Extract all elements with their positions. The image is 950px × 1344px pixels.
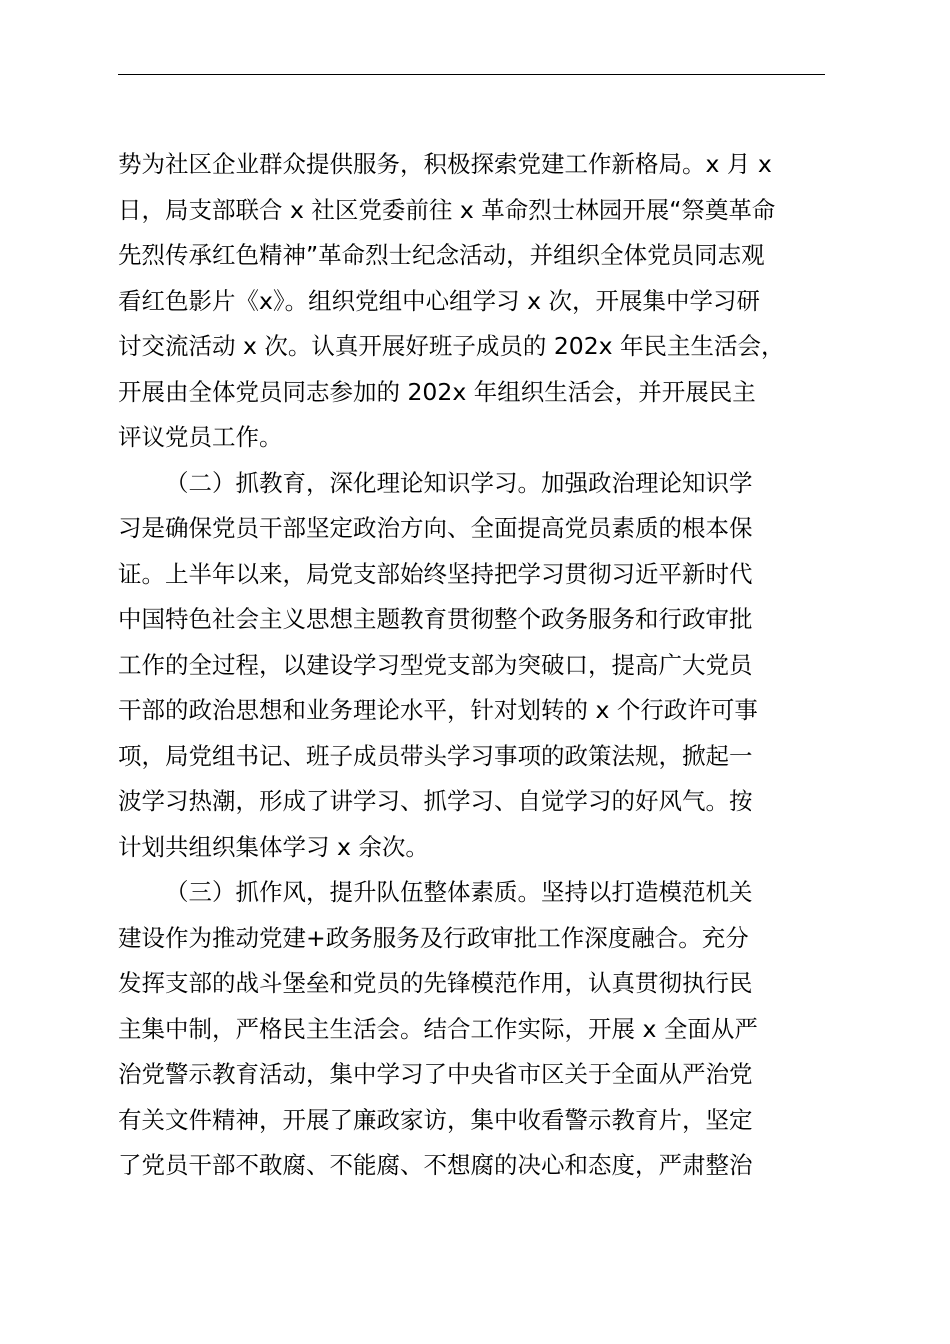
text-line: 波学习热潮，形成了讲学习、抓学习、自觉学习的好风气。按 — [118, 787, 753, 815]
section-heading-line: （三）抓作风，提升队伍整体素质。坚持以打造模范机关 — [165, 878, 753, 906]
text-line: 评议党员工作。 — [118, 423, 283, 451]
text-line: 开展由全体党员同志参加的 202x 年组织生活会，并开展民主 — [118, 377, 756, 406]
section-heading-line: （二）抓教育，深化理论知识学习。加强政治理论知识学 — [165, 468, 753, 497]
text-line: 势为社区企业群众提供服务，积极探索党建工作新格局。x 月 x — [118, 150, 772, 178]
text-line: 讨交流活动 x 次。认真开展好班子成员的 202x 年民主生活会， — [118, 332, 785, 360]
text-line: 证。上半年以来，局党支部始终坚持把学习贯彻习近平新时代 — [118, 559, 753, 588]
text-line: 治党警示教育活动，集中学习了中央省市区关于全面从严治党 — [118, 1060, 753, 1088]
text-line: 项，局党组书记、班子成员带头学习事项的政策法规，掀起一 — [118, 741, 753, 770]
text-line: 建设作为推动党建+政务服务及行政审批工作深度融合。充分 — [118, 923, 749, 952]
text-line: 有关文件精神，开展了廉政家访，集中收看警示教育片，坚定 — [118, 1105, 753, 1134]
text-line: 看红色影片《x》。组织党组中心组学习 x 次，开展集中学习研 — [118, 286, 761, 315]
text-line: 主集中制，严格民主生活会。结合工作实际，开展 x 全面从严 — [118, 1014, 758, 1043]
text-line: 习是确保党员干部坚定政治方向、全面提高党员素质的根本保 — [118, 514, 753, 542]
text-line: 了党员干部不敢腐、不能腐、不想腐的决心和态度，严肃整治 — [118, 1151, 753, 1179]
header-rule — [118, 74, 825, 75]
text-line: 计划共组织集体学习 x 余次。 — [118, 832, 429, 861]
text-line: 干部的政治思想和业务理论水平，针对划转的 x 个行政许可事 — [118, 696, 758, 724]
text-line: 日，局支部联合 x 社区党委前往 x 革命烈士林园开展“祭奠革命 — [118, 195, 776, 224]
text-line: 先烈传承红色精神”革命烈士纪念活动，并组织全体党员同志观 — [118, 241, 765, 269]
body-text — [118, 142, 830, 1189]
text-line: 发挥支部的战斗堡垒和党员的先锋模范作用，认真贯彻执行民 — [118, 969, 753, 997]
text-line: 工作的全过程，以建设学习型党支部为突破口，提高广大党员 — [118, 650, 753, 679]
text-line: 中国特色社会主义思想主题教育贯彻整个政务服务和行政审批 — [118, 605, 753, 633]
